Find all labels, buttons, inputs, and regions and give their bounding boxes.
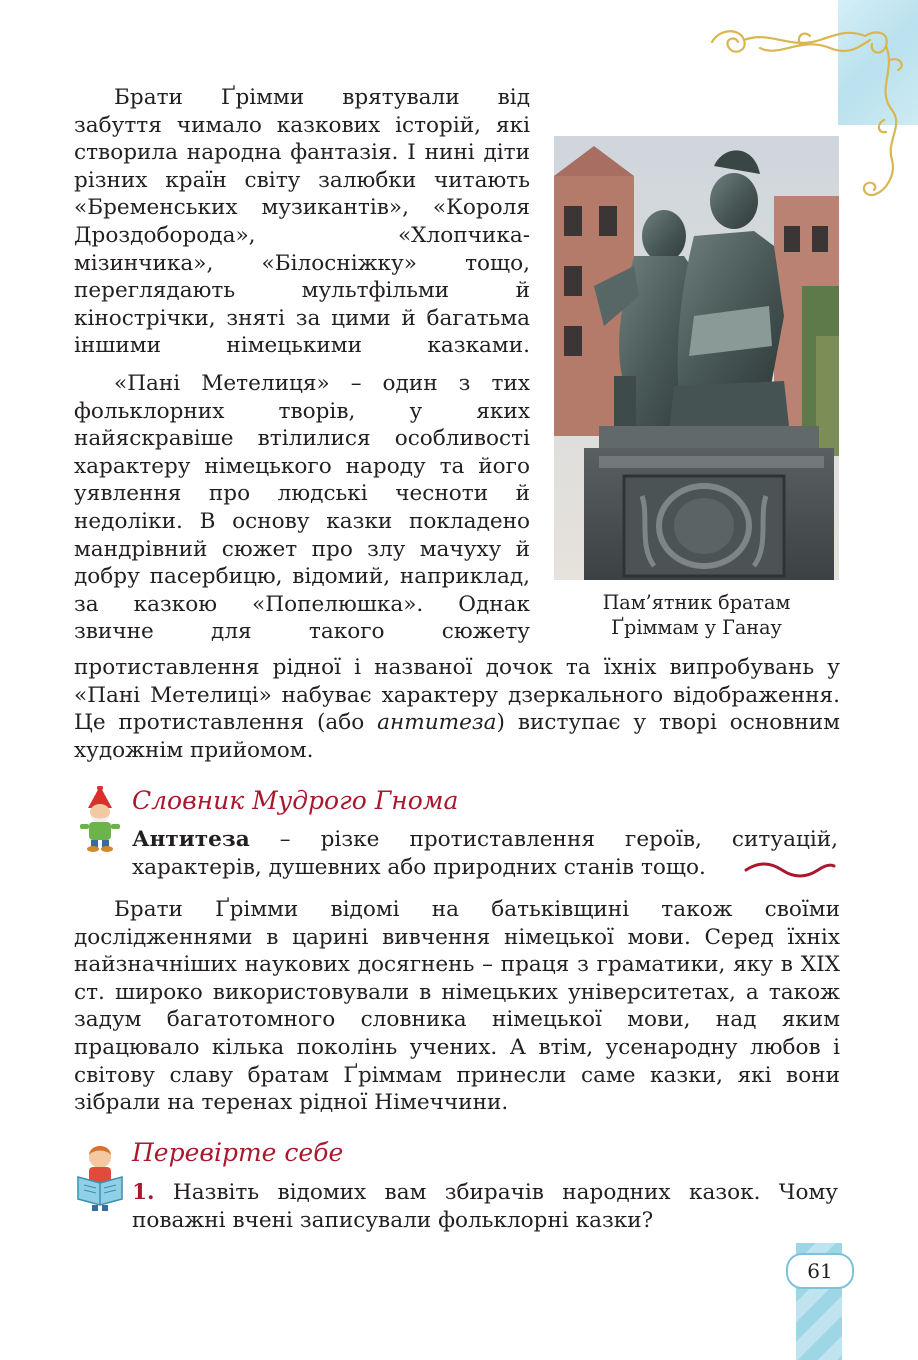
dictionary-term: Антитеза (132, 827, 250, 852)
paragraph-intro (74, 84, 530, 360)
dictionary-entry (132, 826, 838, 881)
paragraph-linguistics-text: Брати Ґрімми відомі на батьківщині також своїми дослідженнями в царині вивчення німецької мови. Серед їхніх найзначніших наукових досягнень – праця з граматики, яку в XIX ст. широко використовували в німецьких університетах, а також задум багатотомного словника німецької мови, над яким працювало кілька поколінь учених. А втім, усенародну любов і світову славу братам Ґріммам принесли саме казки, які вони зібрали на теренах рідної Німеччини. (74, 897, 840, 1116)
photo-caption-line1: Пам’ятник братам (602, 591, 791, 614)
question-1-number: 1. (132, 1180, 155, 1205)
paragraph-antithesis-part-b: ) виступає у творі основним художнім прийомом. (74, 710, 840, 763)
paragraph-antithesis-part-a: протиставлення рідної і названої дочок та їхніх випробувань у «Пані Метелиці» набуває характеру дзеркального відображення. Це протиставлення (або (74, 655, 840, 736)
photo-caption-line2: Ґріммам у Ганау (611, 616, 782, 639)
antithesis-term-italic: антитеза (377, 710, 497, 736)
paragraph-antithesis (74, 654, 840, 764)
monument-photo (554, 136, 839, 580)
paragraph-pani-metelytsia (74, 370, 530, 646)
check-yourself-title: Перевірте себе (132, 1138, 344, 1167)
dictionary-definition: – різке протиставлення героїв, ситуацій, характерів, душевних або природних станів тощо. (132, 827, 838, 880)
page-number: 61 (786, 1253, 854, 1289)
question-1 (132, 1179, 838, 1234)
reading-boy-icon (76, 1143, 124, 1211)
paragraph-intro-text: Брати Ґрімми врятували від забуття чимало казкових історій, які створила народна фантазія. І нині діти різних країн світу залюбки читають «Бременських музикантів», «Короля Дроздоборода», «Хлопчика-мізинчика», «Білосніжку» тощо, переглядають мультфільми й кінострічки, зняті за цими й багатьма іншими німецькими казками. (74, 85, 530, 359)
photo-caption (554, 590, 839, 640)
paragraph-linguistics (74, 896, 840, 1117)
dictionary-title: Словник Мудрого Гнома (132, 786, 459, 815)
paragraph-pani-metelytsia-text: «Пані Метелиця» – один з тих фольклорних творів, у яких найяскравіше втілилися особливості характеру німецького народу та його уявлення про людські чесноти й недоліки. В основу казки покладено мандрівний сюжет про злу мачуху й добру пасербицю, відомий, наприклад, за казкою «Попелюшка». Однак звичне для такого сюжету (74, 371, 530, 645)
gnome-icon (76, 786, 124, 852)
question-1-text: Назвіть відомих вам збирачів народних казок. Чому поважні вчені записували фольклорні казки? (132, 1180, 838, 1233)
wave-decoration (744, 860, 836, 880)
